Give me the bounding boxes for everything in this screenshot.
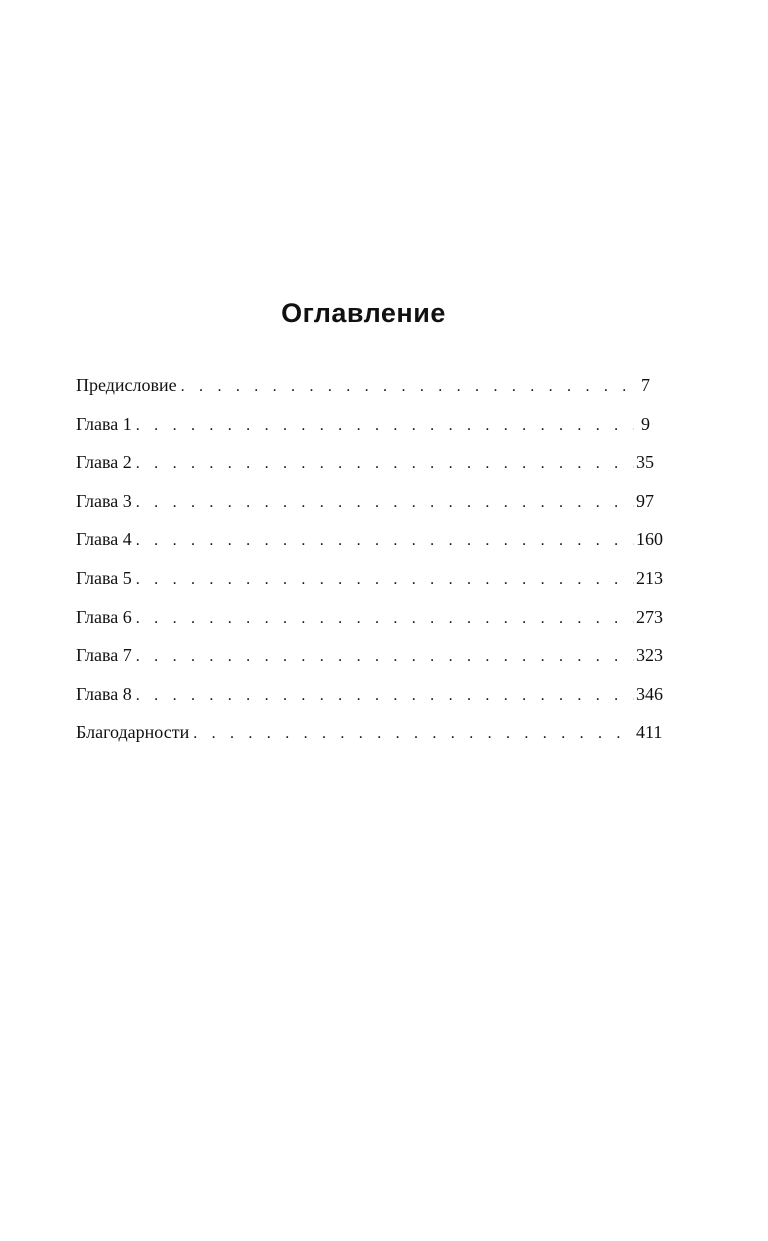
toc-entry-page: 213 xyxy=(636,567,663,588)
toc-entry-label: Глава 7 xyxy=(76,645,132,666)
toc-list xyxy=(76,375,663,761)
toc-entry-page: 411 xyxy=(636,722,663,743)
toc-entry-chapter-1[interactable] xyxy=(76,414,650,453)
toc-dot-leader xyxy=(136,532,634,550)
toc-entry-label: Глава 8 xyxy=(76,683,132,704)
toc-dot-leader xyxy=(136,687,634,705)
toc-entry-label: Глава 5 xyxy=(76,567,132,588)
toc-entry-chapter-2[interactable] xyxy=(76,452,654,491)
toc-entry-chapter-6[interactable] xyxy=(76,606,663,646)
toc-entry-label: Глава 6 xyxy=(76,606,132,627)
toc-entry-chapter-8[interactable] xyxy=(76,683,663,723)
toc-dot-leader xyxy=(193,725,634,743)
toc-dot-leader xyxy=(136,494,634,512)
toc-dot-leader xyxy=(136,417,634,435)
toc-entry-label: Предисловие xyxy=(76,375,177,395)
toc-entry-page: 35 xyxy=(636,452,654,473)
toc-entry-page: 9 xyxy=(641,413,650,434)
toc-entry-page: 346 xyxy=(636,683,663,704)
toc-entry-page: 97 xyxy=(636,490,654,511)
toc-entry-label: Глава 4 xyxy=(76,529,132,550)
toc-entry-label: Благодарности xyxy=(76,722,190,743)
toc-dot-leader xyxy=(136,648,634,666)
toc-entry-label: Глава 1 xyxy=(76,413,132,434)
toc-entry-chapter-3[interactable] xyxy=(76,490,654,530)
toc-dot-leader xyxy=(136,571,634,589)
toc-entry-page: 323 xyxy=(636,645,663,666)
toc-entry-label: Глава 3 xyxy=(76,490,132,511)
toc-entry-page: 273 xyxy=(636,606,663,627)
toc-dot-leader xyxy=(181,378,634,396)
toc-entry-chapter-5[interactable] xyxy=(76,567,663,607)
toc-title: Оглавление xyxy=(281,298,446,328)
toc-entry-acknowledgements[interactable] xyxy=(76,722,663,761)
toc-entry-page: 160 xyxy=(636,529,663,550)
toc-entry-chapter-4[interactable] xyxy=(76,529,663,568)
toc-entry-page: 7 xyxy=(641,375,650,395)
toc-entry-preface[interactable] xyxy=(76,375,650,414)
toc-entry-chapter-7[interactable] xyxy=(76,645,663,684)
toc-dot-leader xyxy=(136,610,634,628)
toc-dot-leader xyxy=(136,455,634,473)
toc-entry-label: Глава 2 xyxy=(76,452,132,473)
